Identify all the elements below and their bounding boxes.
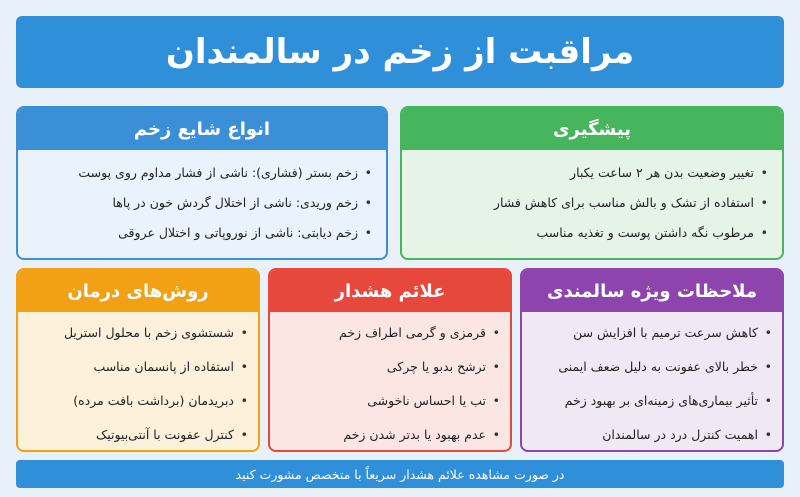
card-wound-types — [16, 106, 388, 260]
list-item: • کاهش سرعت ترمیم با افزایش سن — [528, 316, 772, 350]
list-item: • شستشوی زخم با محلول استریل — [24, 316, 248, 350]
card-list — [270, 312, 510, 452]
list-item: • زخم وریدی: ناشی از اختلال گردش خون در پاها — [28, 188, 372, 218]
list-item: • مرطوب نگه داشتن پوست و تغذیه مناسب — [412, 218, 768, 248]
card-list — [18, 150, 386, 248]
list-item: • کنترل عفونت با آنتی‌بیوتیک — [24, 418, 248, 452]
card-header: روش‌های درمان — [18, 270, 258, 312]
list-item: • عدم بهبود یا بدتر شدن زخم — [276, 418, 500, 452]
card-header: پیشگیری — [402, 108, 782, 150]
list-item: • قرمزی و گرمی اطراف زخم — [276, 316, 500, 350]
list-item: • دبریدمان (برداشت بافت مرده) — [24, 384, 248, 418]
card-header: علائم هشدار — [270, 270, 510, 312]
footer-note: در صورت مشاهده علائم هشدار سریعاً با متخصص مشورت کنید — [16, 460, 784, 488]
list-item: • زخم دیابتی: ناشی از نوروپاتی و اختلال عروقی — [28, 218, 372, 248]
list-item: • اهمیت کنترل درد در سالمندان — [528, 418, 772, 452]
list-item: • خطر بالای عفونت به دلیل ضعف ایمنی — [528, 350, 772, 384]
list-item: • ترشح بدبو یا چرکی — [276, 350, 500, 384]
list-item: • تأثیر بیماری‌های زمینه‌ای بر بهبود زخم — [528, 384, 772, 418]
card-list — [402, 150, 782, 248]
card-list — [522, 312, 782, 452]
list-item: • تب یا احساس ناخوشی — [276, 384, 500, 418]
card-header: انواع شایع زخم — [18, 108, 386, 150]
list-item: • تغییر وضعیت بدن هر ۲ ساعت یکبار — [412, 158, 768, 188]
list-item: • استفاده از تشک و بالش مناسب برای کاهش فشار — [412, 188, 768, 218]
card-elderly-considerations — [520, 268, 784, 452]
page-title: مراقبت از زخم در سالمندان — [16, 16, 784, 88]
card-header: ملاحظات ویژه سالمندی — [522, 270, 782, 312]
card-prevention — [400, 106, 784, 260]
list-item: • زخم بستر (فشاری): ناشی از فشار مداوم روی پوست — [28, 158, 372, 188]
card-warning-signs — [268, 268, 512, 452]
list-item: • استفاده از پانسمان مناسب — [24, 350, 248, 384]
card-treatment — [16, 268, 260, 452]
card-list — [18, 312, 258, 452]
